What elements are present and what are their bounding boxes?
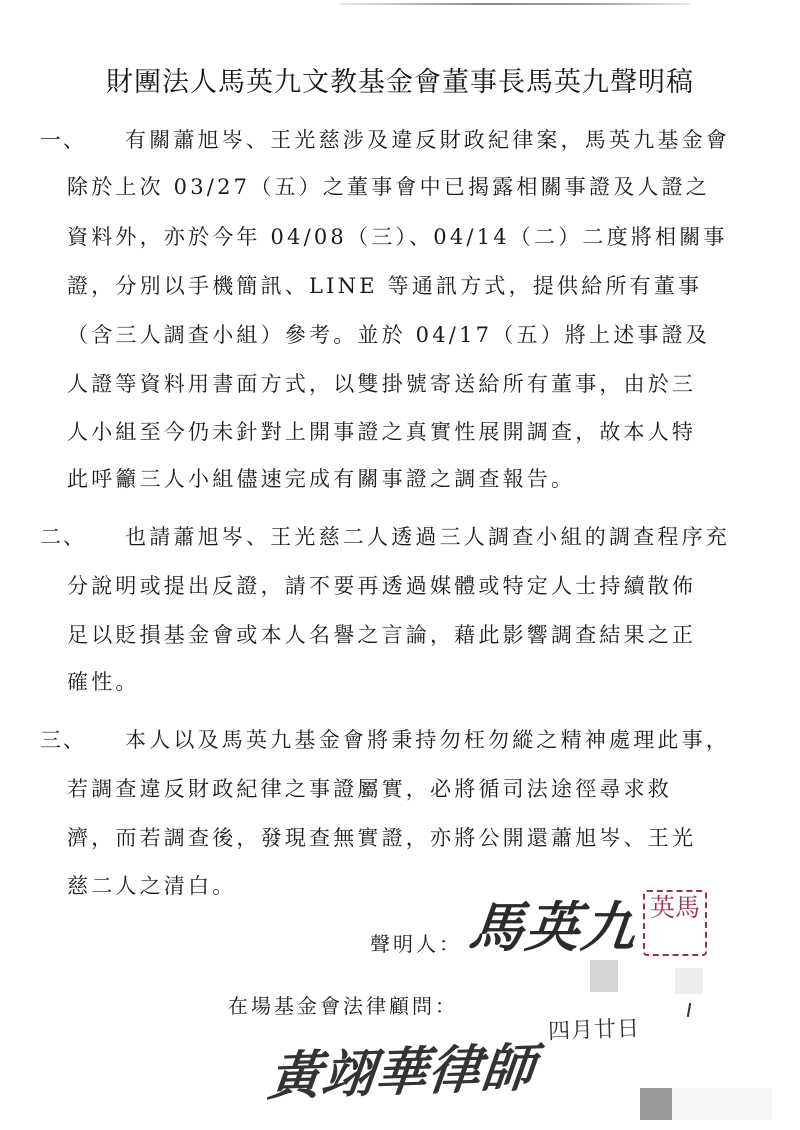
- pen-mark: [687, 1003, 691, 1017]
- section-marker: 二、: [40, 525, 86, 549]
- paragraph-line: 分說明或提出反證，請不要再透過媒體或特定人士持續散佈: [67, 574, 697, 598]
- paragraph-line: 確性。: [67, 670, 140, 694]
- paragraph-line: 人小組至今仍未針對上開事證之真實性展開調查，故本人特: [67, 420, 697, 444]
- paragraph-line: 有關蕭旭岑、王光慈涉及違反財政紀律案，馬英九基金會: [125, 128, 730, 152]
- paragraph-line: 足以貶損基金會或本人名譽之言論，藉此影響調查結果之正: [67, 623, 697, 647]
- document-title: 財團法人馬英九文教基金會董事長馬英九聲明稿: [106, 67, 694, 98]
- paragraph-line: 除於上次 03/27（五）之董事會中已揭露相關事證及人證之: [67, 175, 710, 199]
- paragraph-line: 人證等資料用書面方式，以雙掛號寄送給所有董事，由於三: [67, 372, 697, 396]
- section-marker: 三、: [40, 728, 86, 752]
- counsel-signature: 黃翊華律師: [265, 1037, 539, 1108]
- redaction-block: [590, 960, 618, 992]
- redaction-block: [640, 1088, 672, 1120]
- paragraph-line: 也請蕭旭岑、王光慈二人透過三人調查小組的調查程序充: [125, 525, 730, 549]
- top-edge-rule: [340, 3, 690, 5]
- paragraph-line: 慈二人之清白。: [67, 874, 237, 898]
- paragraph-line: 本人以及馬英九基金會將秉持勿枉勿縱之精神處理此事，: [125, 728, 730, 752]
- paragraph-line: 證，分別以手機簡訊、LINE 等通訊方式，提供給所有董事: [67, 274, 703, 298]
- counsel-label: 在場基金會法律顧問：: [228, 994, 458, 1018]
- seal-stamp-icon: 英馬: [643, 890, 707, 956]
- handwritten-date: 四月廿日: [547, 1016, 641, 1045]
- paragraph-line: 資料外，亦於今年 04/08（三）、04/14（二）二度將相關事: [67, 225, 728, 249]
- redaction-block: [675, 968, 703, 994]
- redaction-block: [672, 1088, 772, 1120]
- paragraph-line: （含三人調查小組）參考。並於 04/17（五）將上述事證及: [67, 323, 710, 347]
- paragraph-line: 濟，而若調查後，發現查無實證，亦將公開還蕭旭岑、王光: [67, 826, 697, 850]
- section-marker: 一、: [40, 128, 86, 152]
- paragraph-line: 若調查違反財政紀律之事證屬實，必將循司法途徑尋求救: [67, 777, 672, 801]
- paragraph-line: 此呼籲三人小組儘速完成有關事證之調查報告。: [67, 467, 576, 491]
- signer-signature: 馬英九: [466, 895, 641, 959]
- signer-label: 聲明人：: [370, 932, 462, 956]
